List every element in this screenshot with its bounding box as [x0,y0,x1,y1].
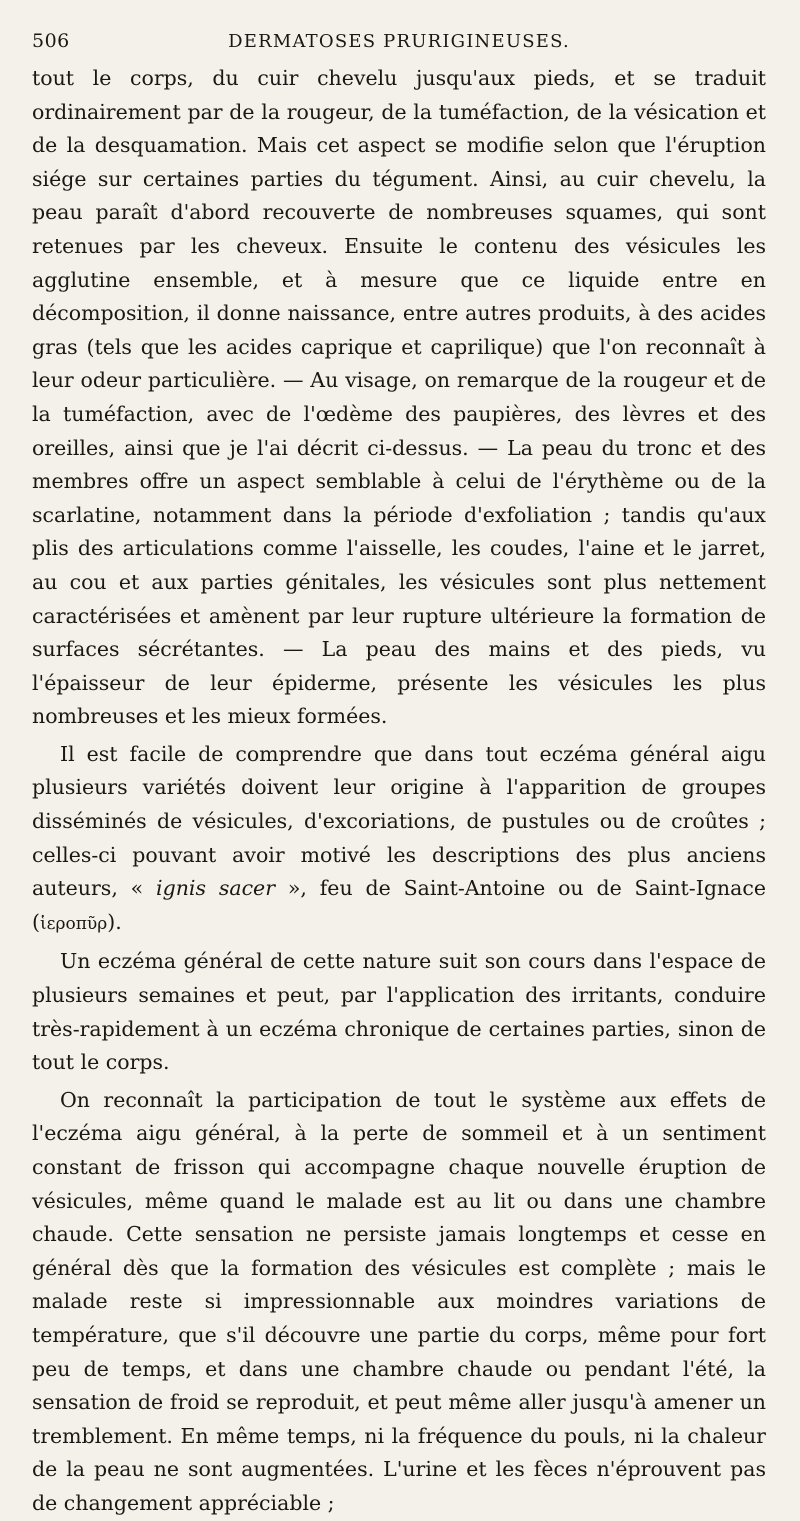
greek-word: ἱεροπῦρ [40,913,108,934]
paragraph-2-text-after: », feu de Saint-Antoine ou de Saint-Ignace ( [32,876,766,934]
running-title: DERMATOSES PRURIGINEUSES. [228,31,570,52]
paragraph-2-text: Il est facile de comprendre que dans tout eczéma général aigu plusieurs variétés doivent leur origine à l'apparition de groupes disséminés de vésicules, d'excoriations, de pustules ou de croûtes ; celles-ci pouvant avoir motivé les descriptions des plus anciens auteurs, « [32,741,766,901]
paragraph-4: On reconnaît la participation de tout le système aux effets de l'eczéma aigu général, à la perte de sommeil et à un sentiment constant de frisson qui accompagne chaque nouvelle éruption de vésicules, même quand le malade est au lit ou dans une chambre chaude. Cette sensation ne persiste jamais longtemps et cesse en général dès que la formation des vésicules est complète ; mais le malade reste si impressionnable aux moindres variations de température, que s'il découvre une partie du corps, même pour fort peu de temps, et dans une chambre chaude ou pendant l'été, la sensation de froid se reproduit, et peut même aller jusqu'à amener un tremblement. En même temps, ni la fréquence du pouls, ni la chaleur de la peau ne sont augmentées. L'urine et les fèces n'éprouvent pas de changement appréciable ; [32,1087,766,1515]
italic-quote: ignis sacer [156,876,275,901]
page-number: 506 [32,30,70,52]
paragraph-3: Un eczéma général de cette nature suit son cours dans l'espace de plusieurs semaines et peut, par l'application des irritants, conduire très-rapidement à un eczéma chronique de certaines parties, sinon de tout le corps. [32,949,766,1075]
paragraph-2-end: ). [107,909,122,934]
paragraph-2 [32,738,766,942]
paragraph-1: tout le corps, du cuir chevelu jusqu'aux pieds, et se traduit ordinairement par de la rougeur, de la tuméfaction, de la vésication et de la desquamation. Mais cet aspect se modifie selon que l'éruption siége sur certaines parties du tégument. Ainsi, au cuir chevelu, la peau paraît d'abord recouverte de nombreuses squames, qui sont retenues par les cheveux. Ensuite le contenu des vésicules les agglutine ensemble, et à mesure que ce liquide entre en décomposition, il donne naissance, entre autres produits, à des acides gras (tels que les acides caprique et caprilique) que l'on reconnaît à leur odeur particulière. — Au visage, on remarque de la rougeur et de la tuméfaction, avec de l'œdème des paupières, des lèvres et des oreilles, ainsi que je l'ai décrit ci-dessus. — La peau du tronc et des membres offre un aspect semblable à celui de l'érythème ou de la scarlatine, notamment dans la période d'exfoliation ; tandis qu'aux plis des articulations comme l'aisselle, les coudes, l'aine et le jarret, au cou et aux parties génitales, les vésicules sont plus nettement caractérisées et amènent par leur rupture ultérieure la formation de surfaces sécrétantes. — La peau des mains et des pieds, vu l'épaisseur de leur épiderme, présente les vésicules les plus nombreuses et les mieux formées. [32,66,766,729]
running-head [32,30,766,60]
text-body [32,62,766,1521]
